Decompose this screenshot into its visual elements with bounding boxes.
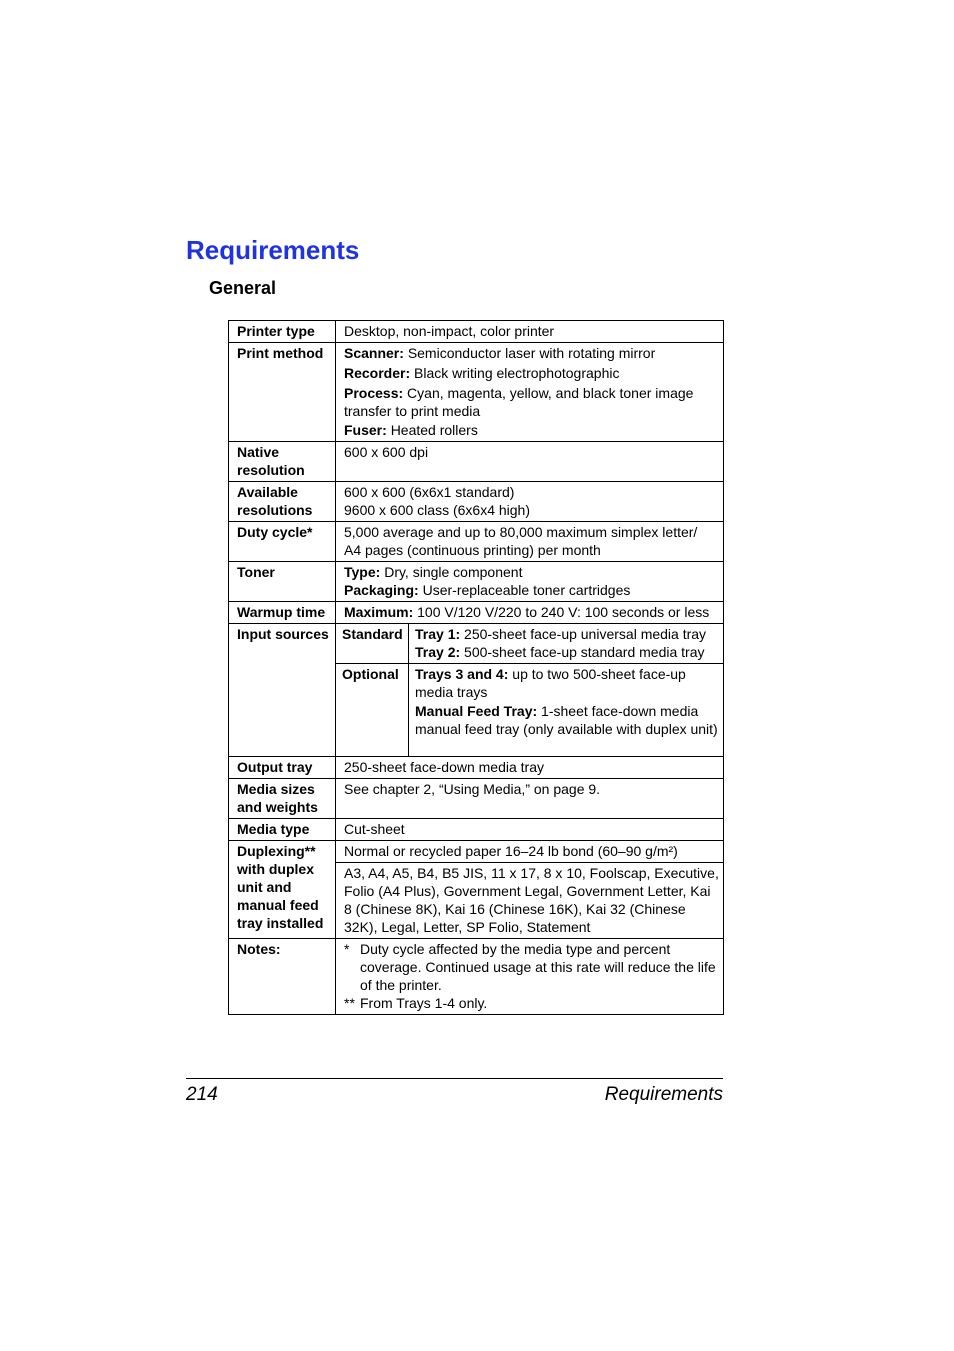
optional-value: Trays 3 and 4: up to two 500-sheet face-up media trays Manual Feed Tray: 1-sheet face-down media manual feed tray (only available with duplex unit) — [409, 664, 724, 757]
fuser-label: Fuser: — [344, 422, 387, 438]
media-type-value: Cut-sheet — [336, 819, 724, 841]
duplex-paper-value: Normal or recycled paper 16–24 lb bond (60–90 g/m²) — [336, 841, 724, 863]
toner-type-label: Type: — [344, 564, 381, 580]
toner-value — [336, 562, 724, 602]
specifications-table — [228, 320, 724, 1015]
print-method-label: Print method — [229, 343, 336, 442]
native-resolution-label: Native resolution — [229, 442, 336, 482]
printer-type-label: Printer type — [229, 321, 336, 343]
duty-cycle-value: 5,000 average and up to 80,000 maximum simplex letter/ A4 pages (continuous printing) per month — [336, 522, 724, 562]
footer-divider — [186, 1078, 723, 1079]
table-row — [229, 482, 724, 522]
printer-type-value: Desktop, non-impact, color printer — [336, 321, 724, 343]
warmup-time-label: Warmup time — [229, 602, 336, 624]
table-row — [229, 442, 724, 482]
duplexing-label: Duplexing** with duplex unit and manual feed tray installed — [229, 841, 336, 939]
scanner-value: Semiconductor laser with rotating mirror — [407, 345, 656, 361]
note-2: From Trays 1-4 only. — [360, 995, 488, 1011]
recorder-value: Black writing electrophotographic — [414, 365, 620, 381]
toner-packaging-value: User-replaceable toner cartridges — [422, 582, 631, 598]
native-resolution-value: 600 x 600 dpi — [336, 442, 724, 482]
available-resolutions-label: Available resolutions — [229, 482, 336, 522]
fuser-value: Heated rollers — [390, 422, 478, 438]
duty-cycle-label: Duty cycle* — [229, 522, 336, 562]
input-sources-label: Input sources — [229, 624, 336, 757]
table-row — [229, 757, 724, 779]
table-row — [229, 819, 724, 841]
warmup-time-value: Maximum: 100 V/120 V/220 to 240 V: 100 seconds or less — [336, 602, 724, 624]
table-row — [229, 841, 724, 863]
table-row — [229, 602, 724, 624]
standard-label: Standard — [336, 624, 409, 664]
recorder-label: Recorder: — [344, 365, 411, 381]
media-sizes-label: Media sizes and weights — [229, 779, 336, 819]
process-value: Cyan, magenta, yellow, and black toner image transfer to print media — [344, 385, 694, 419]
output-tray-value: 250-sheet face-down media tray — [336, 757, 724, 779]
table-row — [229, 321, 724, 343]
page-number: 214 — [186, 1084, 218, 1105]
output-tray-label: Output tray — [229, 757, 336, 779]
table-row — [229, 522, 724, 562]
notes-label: Notes: — [229, 939, 336, 1015]
table-row — [229, 624, 724, 664]
duplex-sizes-value: A3, A4, A5, B4, B5 JIS, 11 x 17, 8 x 10, Foolscap, Executive, Folio (A4 Plus), Government Legal, Government Letter, Kai 8 (Chinese 8K), Kai 16 (Chinese 16K), Kai 32 (Chinese 32K), Legal, Letter, SP Folio, Statement — [336, 863, 724, 939]
toner-type-value: Dry, single component — [384, 564, 523, 580]
media-sizes-value: See chapter 2, “Using Media,” on page 9. — [336, 779, 724, 819]
table-row — [229, 343, 724, 442]
page-title: Requirements — [186, 235, 360, 265]
available-resolutions-value: 600 x 600 (6x6x1 standard) 9600 x 600 class (6x6x4 high) — [336, 482, 724, 522]
toner-label: Toner — [229, 562, 336, 602]
notes-value: * Duty cycle affected by the media type and percent coverage. Continued usage at this rate will reduce the life of the printer. ** From Trays 1-4 only. — [336, 939, 724, 1015]
footer-chapter-title: Requirements — [604, 1084, 723, 1105]
note-1: Duty cycle affected by the media type and percent coverage. Continued usage at this rate will reduce the life of the printer. — [360, 941, 716, 993]
table-row — [229, 779, 724, 819]
process-label: Process: — [344, 385, 404, 401]
section-title: General — [209, 278, 277, 298]
scanner-label: Scanner: — [344, 345, 404, 361]
standard-value: Tray 1: 250-sheet face-up universal media tray Tray 2: 500-sheet face-up standard media tray — [409, 624, 724, 664]
optional-label: Optional — [336, 664, 409, 757]
table-row — [229, 562, 724, 602]
table-row — [229, 939, 724, 1015]
media-type-label: Media type — [229, 819, 336, 841]
print-method-value — [336, 343, 724, 442]
toner-packaging-label: Packaging: — [344, 582, 419, 598]
